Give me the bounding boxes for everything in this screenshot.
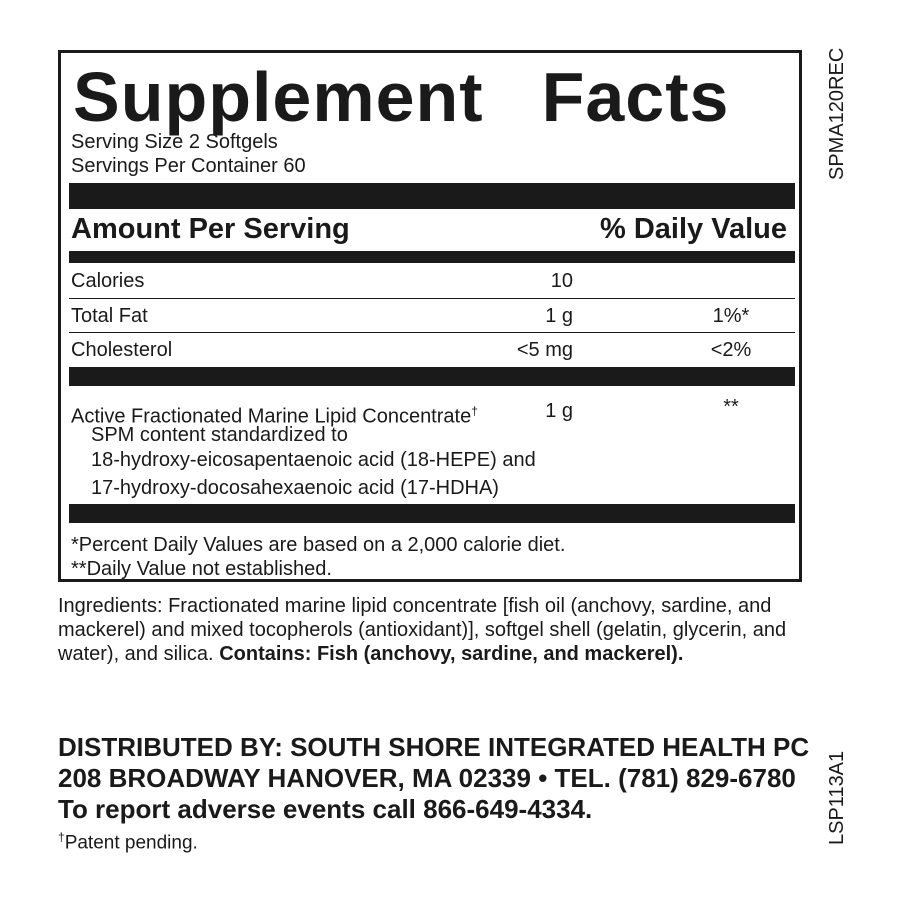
ingredients-statement (58, 594, 818, 666)
distributor-address: 208 BROADWAY HANOVER, MA 02339 • TEL. (781) 829-6780 (58, 763, 796, 793)
allergen-statement: Contains: Fish (anchovy, sardine, and mackerel). (219, 643, 684, 665)
active-ingredient-amount: 1 g (545, 400, 573, 422)
active-ingredient-dv: ** (723, 396, 739, 418)
thick-divider (69, 367, 795, 386)
title-word-2: Facts (541, 58, 730, 136)
thick-divider (69, 504, 795, 523)
nutrient-name: Calories (71, 270, 145, 292)
title-word-1: Supplement (73, 58, 484, 136)
label-code-top: SPMA120REC (826, 47, 848, 180)
footnote-not-established: **Daily Value not established. (71, 558, 332, 580)
row-divider (69, 332, 795, 333)
nutrient-amount: 1 g (545, 305, 573, 327)
nutrient-dv: <2% (710, 339, 752, 361)
serving-size: Serving Size 2 Softgels (71, 131, 278, 153)
ingredients-text: Ingredients: Fractionated marine lipid concentrate [fish oil (anchovy, sardine, and mackerel) and mixed tocopherols (antioxidant)], softgel shell (gelatin, glycerin, and water), and silica. (58, 595, 787, 665)
amount-per-serving-header: Amount Per Serving (71, 213, 350, 245)
servings-per-container: Servings Per Container 60 (71, 155, 306, 177)
panel-title (73, 57, 729, 137)
nutrient-amount: 10 (550, 270, 573, 292)
daily-value-header: % Daily Value (600, 213, 787, 245)
row-divider (69, 298, 795, 299)
adverse-events-line: To report adverse events call 866-649-4334. (58, 794, 593, 824)
nutrient-name: Total Fat (71, 305, 148, 327)
patent-dagger: † (58, 830, 65, 844)
active-description-line: 18-hydroxy-eicosapentaenoic acid (18-HEPE) and (91, 449, 536, 471)
nutrient-dv: 1%* (712, 305, 750, 327)
patent-note: †Patent pending. (58, 830, 198, 854)
active-description-line: SPM content standardized to (91, 424, 348, 446)
supplement-facts-panel (58, 50, 802, 582)
nutrient-name: Cholesterol (71, 339, 173, 361)
distributor-line: DISTRIBUTED BY: SOUTH SHORE INTEGRATED HEALTH PC (58, 732, 810, 762)
nutrient-amount: <5 mg (516, 339, 573, 361)
active-description-line: 17-hydroxy-docosahexaenoic acid (17-HDHA) (91, 477, 499, 499)
thick-divider (69, 183, 795, 209)
label-code-bottom: LSP113A1 (826, 750, 848, 845)
footnote-daily-values: *Percent Daily Values are based on a 2,000 calorie diet. (71, 534, 566, 556)
dagger-mark: † (471, 404, 478, 418)
active-ingredient-name: Active Fractionated Marine Lipid Concentrate† (71, 404, 478, 428)
medium-divider (69, 251, 795, 263)
